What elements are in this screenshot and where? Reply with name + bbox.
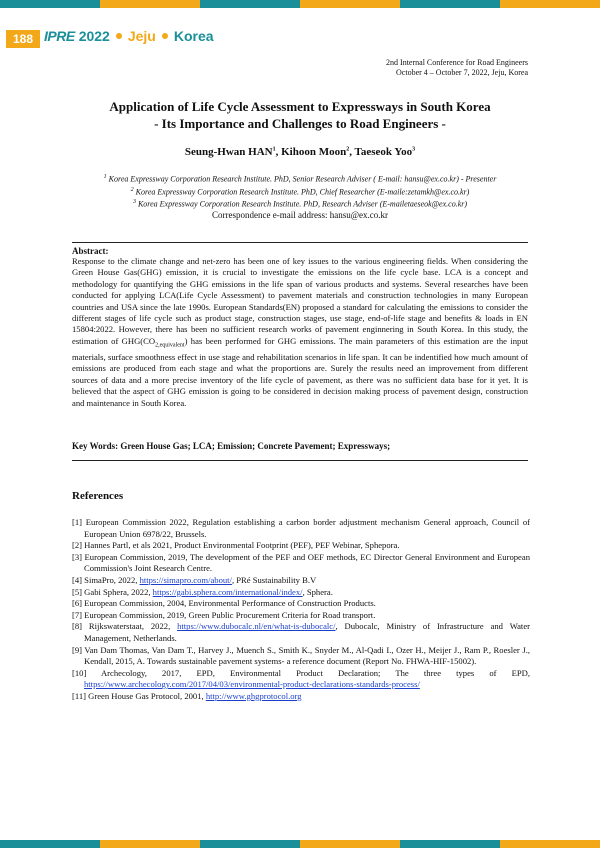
keywords: Key Words: Green House Gas; LCA; Emission; Concrete Pavement; Expressways;	[72, 441, 391, 451]
reference-item: [9] Van Dam Thomas, Van Dam T., Harvey J., Muench S., Smith K., Snyder M., Al-Qadi I., Ozer H., Meijer J., Ram P., Roesler J., Kendall, 2015, A. Towards sustainable pavement systems- a reference document (Report No. FHWA-HIF-15002).	[72, 644, 530, 667]
top-color-band	[0, 0, 600, 8]
reference-link[interactable]: https://simapro.com/about/	[139, 574, 232, 585]
title-line-1: Application of Life Cycle Assessment to Expressways in South Korea	[109, 99, 491, 114]
title-line-2: - Its Importance and Challenges to Road Engineers -	[154, 116, 446, 131]
logo-mark: IPRE	[44, 28, 75, 44]
affiliation-2: $^2$ Korea Expressway Corporation Research Institute. PhD, Chief Researcher (E-maile:zetamkh@ex.co.kr)	[130, 186, 470, 197]
reference-item: [3] European Commission, 2019, The development of the PEF and OEF methods, EC Director General Environment and European Commission's Joint Research Centre.	[72, 551, 530, 574]
conference-info	[386, 58, 528, 78]
logo-year: 2022	[78, 28, 110, 44]
reference-item: [5] Gabi Sphera, 2022, https://gabi.sphera.com/international/index/, Sphera.	[72, 586, 333, 597]
author-2: Kihoon Moon	[281, 146, 347, 158]
reference-item: [6] European Commission, 2004, Environmental Performance of Construction Products.	[72, 598, 376, 609]
bottom-color-band	[0, 840, 600, 848]
reference-item: [8] Rijkswaterstaat, 2022, https://www.dubocalc.nl/en/what-is-dubocalc/, Dubocalc, Ministry of Infrastructure and Water Management, Netherlands.	[72, 621, 530, 643]
affiliation-1: $^1$ Korea Expressway Corporation Research Institute. PhD, Senior Research Adviser ( E-mail: hansu@ex.co.kr) - Presenter	[103, 174, 497, 184]
divider	[72, 460, 528, 461]
reference-item: [4] SimaPro, 2022, https://simapro.com/about/, PRé Sustainability B.V	[72, 574, 317, 585]
divider	[72, 242, 528, 243]
reference-item: [10] Archecology, 2017, EPD, Environmental Product Declaration; The three types of EPD, https://www.archecology.com/2017/04/03/environmental-product-declarations-standards-process/	[72, 667, 530, 690]
logo-place: Jeju	[127, 28, 156, 44]
reference-item: [2] Hannes Partl, et als 2021, Product Environmental Footprint (PEF), PEF Webinar, Sphepora.	[72, 540, 400, 551]
affiliations	[72, 172, 528, 221]
reference-link[interactable]: https://www.archecology.com/2017/04/03/environmental-product-declarations-standards-process/	[84, 679, 420, 690]
dot-icon	[116, 33, 122, 39]
paper-title	[72, 98, 528, 132]
author-list: Seung-Hwan HAN$^1$, Kihoon Moon$^2$, Taeseok Yoo$^3$	[184, 146, 416, 158]
reference-link[interactable]: https://gabi.sphera.com/international/index/	[152, 586, 303, 597]
logo-country: Korea	[173, 28, 214, 44]
author-3: Taeseok Yoo	[354, 146, 413, 158]
abstract-heading: Abstract:	[72, 246, 109, 256]
abstract-body: Response to the climate change and net-zero has been one of key issues to the various engineering fields. When considering the Green House Gas(GHG) emission, it is crucial to investigate the emissions on the life cycle base. LCA is a concept and methodology for quantifying the GHG emissions in the life span of various products and systems. Several researches have been conducted for applying LCA(Life Cycle Assessment) to pavement materials and construction technologies in many European countries and USA since the late 1990s. European Standards(EN) proposed a standard for calculating the emissions to consider the different stages of life cycle such as product stage, construction stages, use stage, end-of-life stage and benefits & loads in EN 15804:2022. However, there has been no sufficient research works of pavement enginnering in South Korea. In this study, the estimation of $GHG(CO_{2,equivalent})$ has been performed for GHG emissions. The main parameters of this estimation are the input materials, surface smoothness effect in use stage and rehabilitation scenarios in life span. It can be indentified how much amount of emissions are produced from each stage and what the proportions are. Surely the results need an improvement from different sources of data and a more precise inventory of the life cycle of pavement, as there was no sufficient data base for it yet. It is believed that the aspect of GHG emission is going to be considered in decision making process of pavement design, construction and maintenance in South Korea.	[72, 256, 528, 408]
reference-item: [11] Green House Gas Protocol, 2001, http://www.ghgprotocol.org	[72, 690, 302, 701]
reference-list	[72, 517, 530, 703]
conference-line-1: 2nd Internal Conference for Road Engineers	[386, 58, 528, 67]
reference-link[interactable]: http://www.ghgprotocol.org	[205, 690, 302, 701]
page-number: 188	[6, 30, 40, 48]
conference-logo	[44, 28, 214, 44]
references-heading: References	[72, 490, 124, 502]
author-1: Seung-Hwan HAN	[184, 146, 273, 158]
correspondence-email: Correspondence e-mail address: hansu@ex.co.kr	[212, 209, 388, 220]
reference-item: [1] European Commission 2022, Regulation establishing a carbon border adjustment mechanism General approach, Council of European Union 6978/22, Brussels.	[72, 517, 530, 539]
reference-item: [7] European Commission, 2019, Green Public Procurement Criteria for Road transport.	[72, 609, 376, 620]
conference-line-2: October 4 – October 7, 2022, Jeju, Korea	[396, 68, 528, 77]
reference-link[interactable]: https://www.dubocalc.nl/en/what-is-dubocalc/	[177, 621, 336, 632]
affiliation-3: $^3$ Korea Expressway Corporation Research Institute. PhD, Research Adviser (E-mailetaeseok@ex.co.kr)	[132, 199, 468, 209]
dot-icon	[162, 33, 168, 39]
